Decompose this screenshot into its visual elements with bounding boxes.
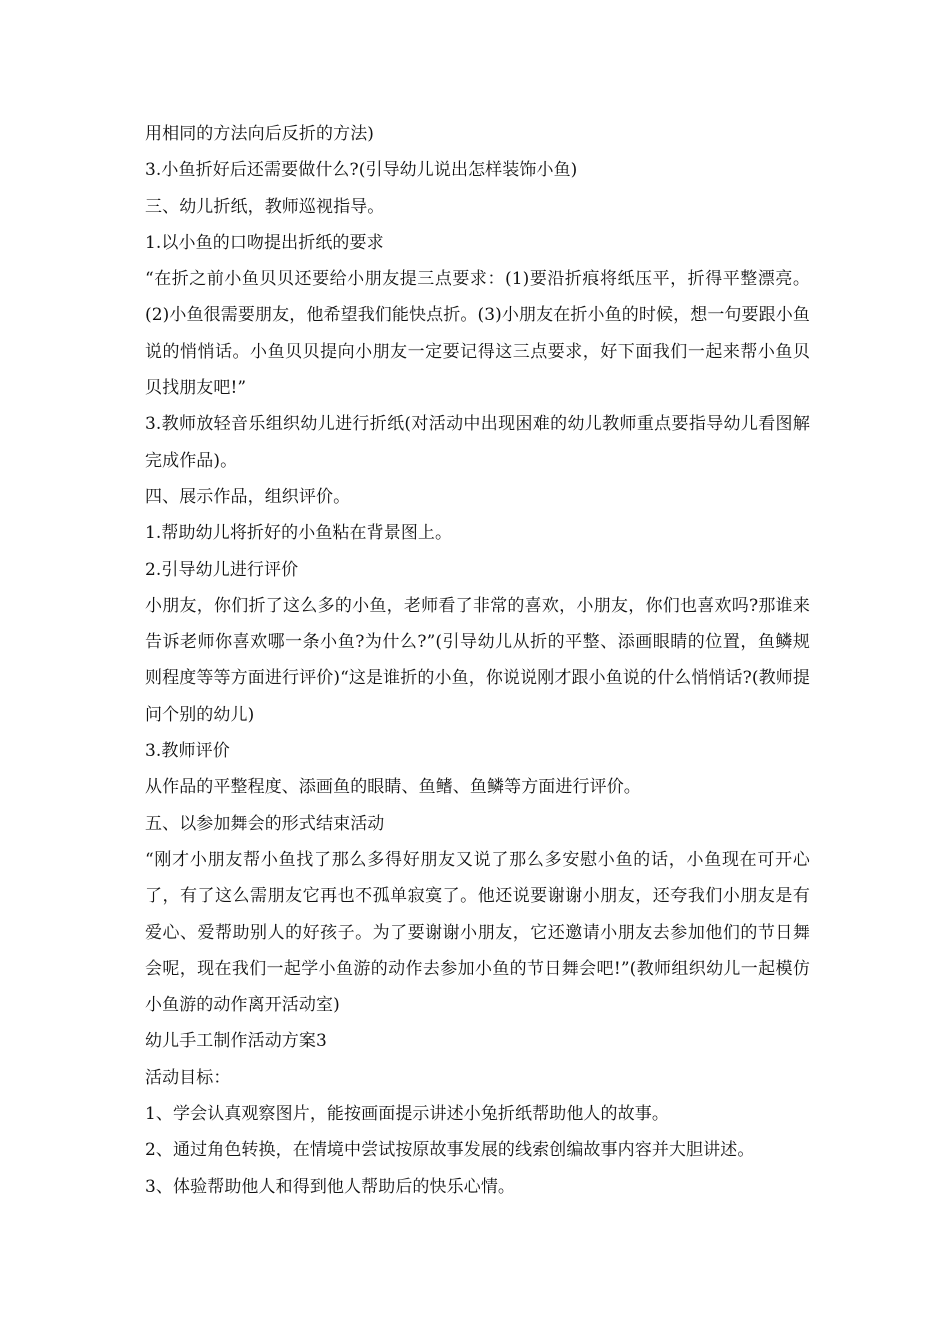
paragraph: 用相同的方法向后反折的方法) — [145, 124, 375, 144]
section-heading: 四、展示作品，组织评价。 — [145, 486, 351, 507]
document-title: 幼儿手工制作活动方案3 — [145, 1031, 327, 1052]
document-body — [145, 116, 810, 1205]
paragraph: 3.小鱼折好后还需要做什么?(引导幼儿说出怎样装饰小鱼) — [145, 160, 578, 181]
paragraph: “刚才小朋友帮小鱼找了那么多得好朋友又说了那么多安慰小鱼的话，小鱼现在可开心了，有了这么需朋友它再也不孤单寂寞了。他还说要谢谢小朋友，还夸我们小朋友是有爱心、爱帮助别人的好孩子。为了要谢谢小朋友，它还邀请小朋友去参加他们的节日舞会呢，现在我们一起学小鱼游的动作去参加小鱼的节日舞会吧!”(教师组织幼儿一起模仿小鱼游的动作离开活动室) — [145, 849, 810, 1016]
paragraph: 1.以小鱼的口吻提出折纸的要求 — [145, 232, 384, 253]
paragraph: 1.帮助幼儿将折好的小鱼粘在背景图上。 — [145, 523, 453, 544]
paragraph: 3.教师评价 — [145, 741, 230, 762]
paragraph: 3.教师放轻音乐组织幼儿进行折纸(对活动中出现困难的幼儿教师重点要指导幼儿看图解完成作品)。 — [145, 414, 810, 471]
paragraph: “在折之前小鱼贝贝还要给小朋友提三点要求：(1)要沿折痕将纸压平，折得平整漂亮。(2)小鱼很需要朋友，他希望我们能快点折。(3)小朋友在折小鱼的时候，想一句要跟小鱼说的悄悄话。小鱼贝贝提向小朋友一定要记得这三点要求，好下面我们一起来帮小鱼贝贝找朋友吧!” — [145, 269, 810, 399]
paragraph: 1、学会认真观察图片，能按画面提示讲述小兔折纸帮助他人的故事。 — [145, 1104, 669, 1125]
paragraph: 3、体验帮助他人和得到他人帮助后的快乐心情。 — [145, 1176, 516, 1197]
paragraph: 2.引导幼儿进行评价 — [145, 559, 299, 580]
paragraph: 2、通过角色转换，在情境中尝试按原故事发展的线索创编故事内容并大胆讲述。 — [145, 1140, 755, 1161]
paragraph: 从作品的平整程度、添画鱼的眼睛、鱼鳍、鱼鳞等方面进行评价。 — [145, 777, 641, 798]
section-heading: 五、以参加舞会的形式结束活动 — [145, 813, 385, 834]
paragraph: 小朋友，你们折了这么多的小鱼，老师看了非常的喜欢，小朋友，你们也喜欢吗?那谁来告诉老师你喜欢哪一条小鱼?为什么?”(引导幼儿从折的平整、添画眼睛的位置，鱼鳞规则程度等等方面进行评价)“这是谁折的小鱼，你说说刚才跟小鱼说的什么悄悄话?(教师提问个别的幼儿) — [145, 595, 810, 725]
paragraph: 活动目标： — [145, 1067, 231, 1088]
section-heading: 三、幼儿折纸，教师巡视指导。 — [145, 196, 385, 217]
